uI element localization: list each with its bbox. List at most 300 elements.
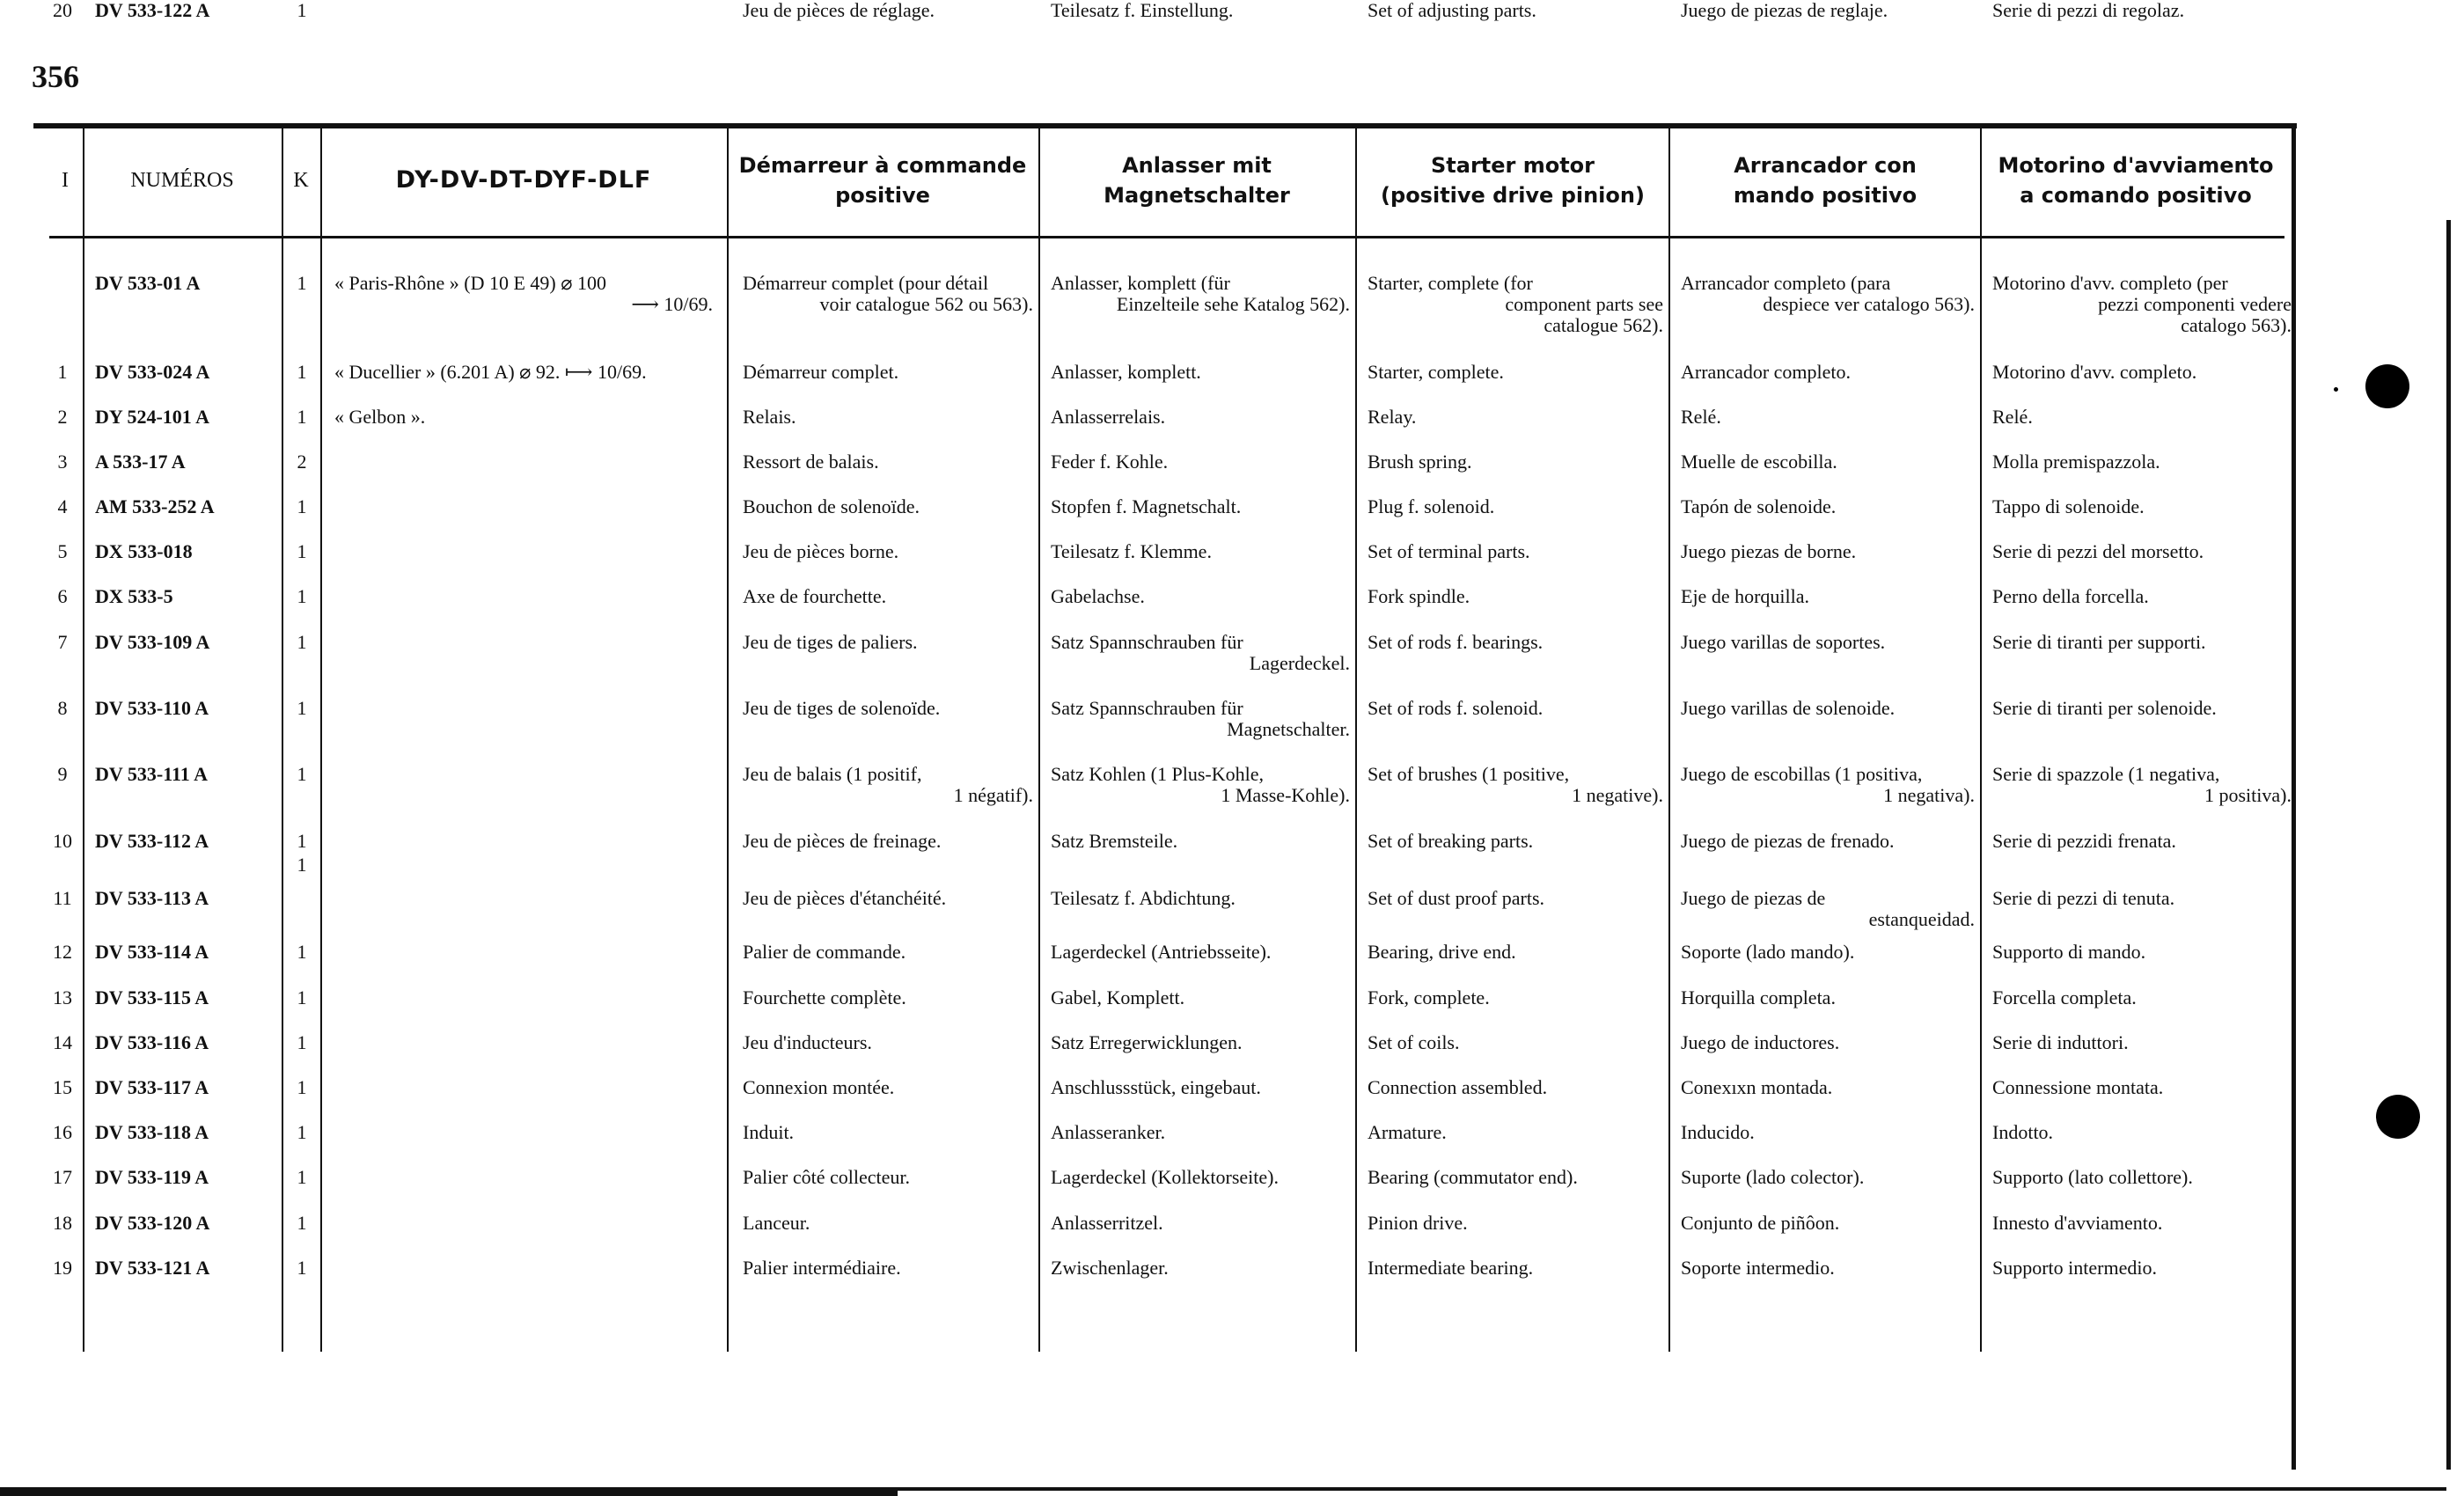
description-fr-line: Palier côté collecteur. <box>743 1166 910 1188</box>
description-fr-line: Jeu de pièces d'étanchéité. <box>743 887 947 909</box>
description-de-line: Teilesatz f. Einstellung. <box>1051 0 1234 21</box>
quantity <box>289 496 315 517</box>
description-fr-line: Jeu de pièces de freinage. <box>743 830 942 852</box>
registration-dot <box>2334 387 2338 392</box>
description-en <box>1368 451 1663 473</box>
column-divider <box>1355 128 1357 1352</box>
description-en-line: Brush spring. <box>1368 451 1472 473</box>
row-index <box>49 451 76 473</box>
model-note <box>334 407 713 428</box>
row-index <box>49 1213 76 1234</box>
description-de-line: Gabelachse. <box>1051 585 1145 607</box>
description-en <box>1368 541 1663 562</box>
quantity <box>289 854 315 876</box>
description-fr-line: Palier intermédiaire. <box>743 1257 901 1279</box>
description-en <box>1368 764 1663 806</box>
description-es <box>1681 1122 1975 1143</box>
description-es-line: despiece ver catalogo 563). <box>1763 293 1975 315</box>
row-index <box>49 764 76 785</box>
description-en <box>1368 586 1663 607</box>
description-fr <box>743 496 1033 517</box>
quantity <box>289 273 315 294</box>
part-number-line: DV 533-024 A <box>95 361 210 383</box>
right-rule-outer <box>2446 220 2451 1470</box>
quantity <box>289 764 315 785</box>
description-de <box>1051 831 1350 852</box>
description-fr <box>743 1167 1033 1188</box>
part-number <box>95 1077 280 1098</box>
description-it-line: Molla premispazzola. <box>1992 451 2160 473</box>
description-it <box>1992 764 2292 806</box>
description-es <box>1681 362 1975 383</box>
description-de-line: Anschlussstück, eingebaut. <box>1051 1076 1261 1098</box>
row-index <box>49 632 76 653</box>
description-es <box>1681 407 1975 428</box>
description-en <box>1368 0 1663 21</box>
description-en-line: Set of terminal parts. <box>1368 540 1530 562</box>
quantity-line: 1 <box>297 540 307 562</box>
description-de-line: Anlasseranker. <box>1051 1121 1166 1143</box>
description-de <box>1051 586 1350 607</box>
description-es-line: Soporte intermedio. <box>1681 1257 1835 1279</box>
description-fr <box>743 451 1033 473</box>
part-number <box>95 1258 280 1279</box>
quantity-line: 1 <box>297 763 307 785</box>
description-fr-line: Ressort de balais. <box>743 451 879 473</box>
description-fr-line: Lanceur. <box>743 1212 810 1234</box>
quantity-line: 1 <box>297 697 307 719</box>
description-fr-line: Induit. <box>743 1121 795 1143</box>
description-es <box>1681 1167 1975 1188</box>
description-de-line: Zwischenlager. <box>1051 1257 1169 1279</box>
description-en <box>1368 1167 1663 1188</box>
description-en-line: Starter, complete (for <box>1368 272 1533 294</box>
row-index-line: 10 <box>53 830 72 852</box>
description-de <box>1051 362 1350 383</box>
description-de <box>1051 1122 1350 1143</box>
description-en-line: Set of adjusting parts. <box>1368 0 1536 21</box>
description-fr <box>743 764 1033 806</box>
row-index <box>49 407 76 428</box>
header-col-fr: Démarreur à commande positive <box>738 153 1027 208</box>
description-es-line: Inducido. <box>1681 1121 1755 1143</box>
description-en-line: Intermediate bearing. <box>1368 1257 1534 1279</box>
part-number <box>95 407 280 428</box>
quantity-line: 1 <box>297 361 307 383</box>
description-es-line: Arrancador completo (para <box>1681 272 1891 294</box>
description-en-line: Set of dust proof parts. <box>1368 887 1545 909</box>
description-it-line: Tappo di solenoide. <box>1992 495 2145 517</box>
description-en <box>1368 632 1663 653</box>
quantity <box>289 632 315 653</box>
quantity <box>289 1077 315 1098</box>
description-es <box>1681 496 1975 517</box>
description-en-line: catalogue 562). <box>1544 314 1663 336</box>
header-col-es: Arrancador con mando positivo <box>1733 153 1918 208</box>
description-de-line: Teilesatz f. Abdichtung. <box>1051 887 1236 909</box>
description-fr <box>743 407 1033 428</box>
part-number <box>95 273 280 294</box>
description-de <box>1051 987 1350 1008</box>
description-de <box>1051 407 1350 428</box>
description-fr-line: voir catalogue 562 ou 563). <box>819 293 1033 315</box>
description-fr-line: Bouchon de solenoïde. <box>743 495 920 517</box>
column-divider <box>83 128 84 1352</box>
row-index <box>49 0 76 21</box>
row-index <box>49 496 76 517</box>
description-fr-line: Jeu de tiges de solenoïde. <box>743 697 941 719</box>
part-number <box>95 1167 280 1188</box>
description-es-line: Conexıxn montada. <box>1681 1076 1833 1098</box>
description-it-line: Supporto intermedio. <box>1992 1257 2157 1279</box>
description-it <box>1992 1077 2292 1098</box>
row-index-line: 14 <box>53 1031 72 1053</box>
model-note <box>334 362 713 383</box>
description-de-line: Lagerdeckel (Kollektorseite). <box>1051 1166 1279 1188</box>
row-index <box>49 942 76 963</box>
quantity-line: 1 <box>297 854 307 876</box>
description-en <box>1368 1122 1663 1143</box>
description-fr <box>743 1032 1033 1053</box>
description-fr-line: Jeu de pièces de réglage. <box>743 0 935 21</box>
quantity-line: 1 <box>297 986 307 1008</box>
description-de-line: 1 Masse-Kohle). <box>1221 784 1350 806</box>
description-es <box>1681 1213 1975 1234</box>
quantity <box>289 1122 315 1143</box>
header-col-en: Starter motor (positive drive pinion) <box>1381 153 1645 208</box>
description-it-line: Motorino d'avv. completo. <box>1992 361 2197 383</box>
description-de-line: Teilesatz f. Klemme. <box>1051 540 1212 562</box>
part-number <box>95 698 280 719</box>
description-it-line: 1 positiva). <box>2204 784 2292 806</box>
description-it-line: Supporto di mando. <box>1992 941 2146 963</box>
part-number-line: DX 533-018 <box>95 540 193 562</box>
description-en <box>1368 987 1663 1008</box>
description-en <box>1368 273 1663 336</box>
description-fr <box>743 1122 1033 1143</box>
row-index <box>49 1077 76 1098</box>
description-es <box>1681 632 1975 653</box>
description-en <box>1368 698 1663 719</box>
description-es-line: Juego de inductores. <box>1681 1031 1840 1053</box>
description-es-line: estanqueidad. <box>1868 908 1975 930</box>
description-de-line: Magnetschalter. <box>1227 718 1350 740</box>
description-es-line: Tapón de solenoide. <box>1681 495 1837 517</box>
description-fr <box>743 942 1033 963</box>
part-number <box>95 541 280 562</box>
row-index-line: 13 <box>53 986 72 1008</box>
description-en-line: Connection assembled. <box>1368 1076 1548 1098</box>
description-de <box>1051 632 1350 674</box>
quantity-line: 1 <box>297 1257 307 1279</box>
description-it-line: Supporto (lato collettore). <box>1992 1166 2193 1188</box>
quantity-line: 1 <box>297 406 307 428</box>
description-en <box>1368 1213 1663 1234</box>
description-en <box>1368 1258 1663 1279</box>
description-it <box>1992 541 2292 562</box>
row-index-line: 6 <box>57 585 68 607</box>
description-de <box>1051 496 1350 517</box>
header-col-k: K <box>293 169 309 192</box>
description-de-line: Lagerdeckel. <box>1249 652 1350 674</box>
description-es <box>1681 541 1975 562</box>
header-col-i: I <box>62 169 69 192</box>
description-es <box>1681 1032 1975 1053</box>
description-en <box>1368 888 1663 909</box>
description-de <box>1051 1032 1350 1053</box>
description-fr-line: Relais. <box>743 406 796 428</box>
quantity-line: 1 <box>297 1121 307 1143</box>
description-it <box>1992 273 2292 336</box>
bottom-rule-thin <box>898 1487 2446 1491</box>
row-index-line: 11 <box>53 887 72 909</box>
model-note-line: ⟶ 10/69. <box>631 293 713 315</box>
description-de <box>1051 698 1350 740</box>
quantity-line: 1 <box>297 1076 307 1098</box>
row-index-line: 20 <box>53 0 72 21</box>
row-index <box>49 1258 76 1279</box>
description-de <box>1051 1077 1350 1098</box>
description-en-line: Set of breaking parts. <box>1368 830 1534 852</box>
bottom-rule <box>0 1487 898 1496</box>
description-it-line: Connessione montata. <box>1992 1076 2164 1098</box>
quantity-line: 1 <box>297 1031 307 1053</box>
description-it-line: catalogo 563). <box>2181 314 2292 336</box>
description-it <box>1992 1167 2292 1188</box>
description-it <box>1992 496 2292 517</box>
part-number <box>95 888 280 909</box>
part-number-line: DV 533-115 A <box>95 986 209 1008</box>
row-index-line: 8 <box>57 697 68 719</box>
part-number-line: DV 533-112 A <box>95 830 209 852</box>
description-it <box>1992 362 2292 383</box>
description-it <box>1992 0 2292 21</box>
part-number <box>95 1213 280 1234</box>
part-number-line: DV 533-113 A <box>95 887 209 909</box>
description-de-line: Stopfen f. Magnetschalt. <box>1051 495 1242 517</box>
description-fr-line: Connexion montée. <box>743 1076 895 1098</box>
description-de-line: Feder f. Kohle. <box>1051 451 1169 473</box>
description-es-line: Muelle de escobilla. <box>1681 451 1837 473</box>
quantity-line: 1 <box>297 495 307 517</box>
quantity-line: 1 <box>297 830 307 852</box>
quantity <box>289 451 315 473</box>
description-en-line: Starter, complete. <box>1368 361 1504 383</box>
description-de <box>1051 541 1350 562</box>
description-de <box>1051 1213 1350 1234</box>
row-index-line: 12 <box>53 941 72 963</box>
row-index-line: 7 <box>57 631 68 653</box>
row-index-line: 1 <box>57 361 68 383</box>
part-number-line: DV 533-116 A <box>95 1031 209 1053</box>
model-note <box>334 273 713 315</box>
part-number-line: DV 533-111 A <box>95 763 208 785</box>
description-de <box>1051 273 1350 315</box>
quantity-line: 1 <box>297 631 307 653</box>
quantity <box>289 1167 315 1188</box>
header-col-models: DY-DV-DT-DYF-DLF <box>395 166 652 194</box>
description-en <box>1368 496 1663 517</box>
row-index-line: 2 <box>57 406 68 428</box>
header-col-it: Motorino d'avviamento a comando positivo <box>1998 153 2274 208</box>
description-de <box>1051 888 1350 909</box>
quantity <box>289 0 315 21</box>
description-es <box>1681 273 1975 315</box>
description-it <box>1992 1122 2292 1143</box>
header-rule <box>49 236 2284 238</box>
row-index-line: 15 <box>53 1076 72 1098</box>
quantity <box>289 987 315 1008</box>
quantity <box>289 541 315 562</box>
row-index <box>49 1167 76 1188</box>
row-index-line: 17 <box>53 1166 72 1188</box>
model-note-line: « Ducellier » (6.201 A) ⌀ 92. ⟼ 10/69. <box>334 361 647 383</box>
description-es-line: Juego de piezas de <box>1681 887 1826 909</box>
row-index-line: 5 <box>57 540 68 562</box>
part-number <box>95 1122 280 1143</box>
description-it <box>1992 586 2292 607</box>
row-index <box>49 362 76 383</box>
description-fr <box>743 888 1033 909</box>
part-number <box>95 987 280 1008</box>
description-de-line: Einzelteile sehe Katalog 562). <box>1116 293 1350 315</box>
part-number-line: AM 533-252 A <box>95 495 215 517</box>
part-number-line: A 533-17 A <box>95 451 186 473</box>
part-number <box>95 764 280 785</box>
description-de-line: Gabel, Komplett. <box>1051 986 1185 1008</box>
row-index-line: 16 <box>53 1121 72 1143</box>
description-es-line: Horquilla completa. <box>1681 986 1836 1008</box>
row-index <box>49 541 76 562</box>
description-en-line: Fork spindle. <box>1368 585 1470 607</box>
description-fr-line: Palier de commande. <box>743 941 906 963</box>
part-number-line: DV 533-118 A <box>95 1121 209 1143</box>
description-it-line: Indotto. <box>1992 1121 2054 1143</box>
description-es-line: Juego piezas de borne. <box>1681 540 1857 562</box>
part-number-line: DX 533-5 <box>95 585 173 607</box>
quantity-line: 1 <box>297 0 307 21</box>
description-de-line: Anlasser, komplett. <box>1051 361 1201 383</box>
part-number-line: DV 533-109 A <box>95 631 210 653</box>
quantity <box>289 1213 315 1234</box>
column-divider <box>320 128 322 1352</box>
description-en-line: Pinion drive. <box>1368 1212 1468 1234</box>
description-it-line: Serie di tiranti per solenoide. <box>1992 697 2217 719</box>
quantity <box>289 698 315 719</box>
description-en-line: Set of coils. <box>1368 1031 1460 1053</box>
description-it <box>1992 451 2292 473</box>
quantity-line: 1 <box>297 941 307 963</box>
description-es <box>1681 586 1975 607</box>
description-it <box>1992 1213 2292 1234</box>
description-it <box>1992 407 2292 428</box>
row-index-line: 9 <box>57 763 68 785</box>
description-es <box>1681 0 1975 21</box>
column-divider <box>282 128 283 1352</box>
quantity-line: 1 <box>297 1212 307 1234</box>
description-it-line: Serie di pezzidi frenata. <box>1992 830 2176 852</box>
row-index <box>49 831 76 852</box>
description-es <box>1681 987 1975 1008</box>
description-fr-line: Démarreur complet. <box>743 361 899 383</box>
description-es-line: Juego de piezas de reglaje. <box>1681 0 1888 21</box>
description-fr-line: 1 négatif). <box>953 784 1033 806</box>
description-en-line: Set of rods f. solenoid. <box>1368 697 1544 719</box>
row-index-line: 19 <box>53 1257 72 1279</box>
part-number-line: DV 533-114 A <box>95 941 209 963</box>
quantity <box>289 407 315 428</box>
description-de-line: Lagerdeckel (Antriebsseite). <box>1051 941 1272 963</box>
description-de-line: Anlasserrelais. <box>1051 406 1166 428</box>
quantity <box>289 1032 315 1053</box>
description-en <box>1368 407 1663 428</box>
description-fr <box>743 1258 1033 1279</box>
description-it <box>1992 698 2292 719</box>
description-de <box>1051 764 1350 806</box>
row-index-line: 18 <box>53 1212 72 1234</box>
description-en-line: Bearing (commutator end). <box>1368 1166 1578 1188</box>
description-es <box>1681 1258 1975 1279</box>
part-number-line: DV 533-110 A <box>95 697 209 719</box>
part-number <box>95 831 280 852</box>
description-en <box>1368 362 1663 383</box>
description-es-line: Juego varillas de solenoide. <box>1681 697 1896 719</box>
quantity-line: 2 <box>297 451 307 473</box>
description-fr <box>743 0 1033 21</box>
description-de-line: Satz Spannschrauben für <box>1051 631 1243 653</box>
description-fr-line: Démarreur complet (pour détail <box>743 272 989 294</box>
part-number <box>95 451 280 473</box>
part-number-line: DV 533-121 A <box>95 1257 210 1279</box>
part-number <box>95 586 280 607</box>
description-it-line: Serie di induttori. <box>1992 1031 2129 1053</box>
description-fr-line: Axe de fourchette. <box>743 585 887 607</box>
description-en-line: Bearing, drive end. <box>1368 941 1516 963</box>
description-fr <box>743 987 1033 1008</box>
description-it <box>1992 632 2292 653</box>
description-it-line: pezzi componenti vedere <box>2098 293 2292 315</box>
part-number-line: DV 533-122 A <box>95 0 210 21</box>
model-note-line: « Paris-Rhône » (D 10 E 49) ⌀ 100 <box>334 272 606 294</box>
description-de <box>1051 1258 1350 1279</box>
description-es-line: Eje de horquilla. <box>1681 585 1810 607</box>
description-it <box>1992 1032 2292 1053</box>
quantity <box>289 1258 315 1279</box>
description-fr <box>743 362 1033 383</box>
description-fr <box>743 698 1033 719</box>
description-de <box>1051 451 1350 473</box>
description-fr <box>743 1213 1033 1234</box>
description-fr-line: Jeu d'inducteurs. <box>743 1031 872 1053</box>
description-it <box>1992 1258 2292 1279</box>
row-index-line: 3 <box>57 451 68 473</box>
description-de-line: Satz Erregerwicklungen. <box>1051 1031 1243 1053</box>
description-es <box>1681 698 1975 719</box>
description-de-line: Anlasser, komplett (für <box>1051 272 1230 294</box>
quantity-line: 1 <box>297 1166 307 1188</box>
quantity-line: 1 <box>297 585 307 607</box>
description-es <box>1681 451 1975 473</box>
description-en <box>1368 942 1663 963</box>
description-fr <box>743 541 1033 562</box>
row-index <box>49 586 76 607</box>
description-es-line: Juego de escobillas (1 positiva, <box>1681 763 1923 785</box>
description-es-line: Juego varillas de soportes. <box>1681 631 1886 653</box>
description-it <box>1992 831 2292 852</box>
description-en <box>1368 831 1663 852</box>
description-fr <box>743 831 1033 852</box>
row-index <box>49 888 76 909</box>
